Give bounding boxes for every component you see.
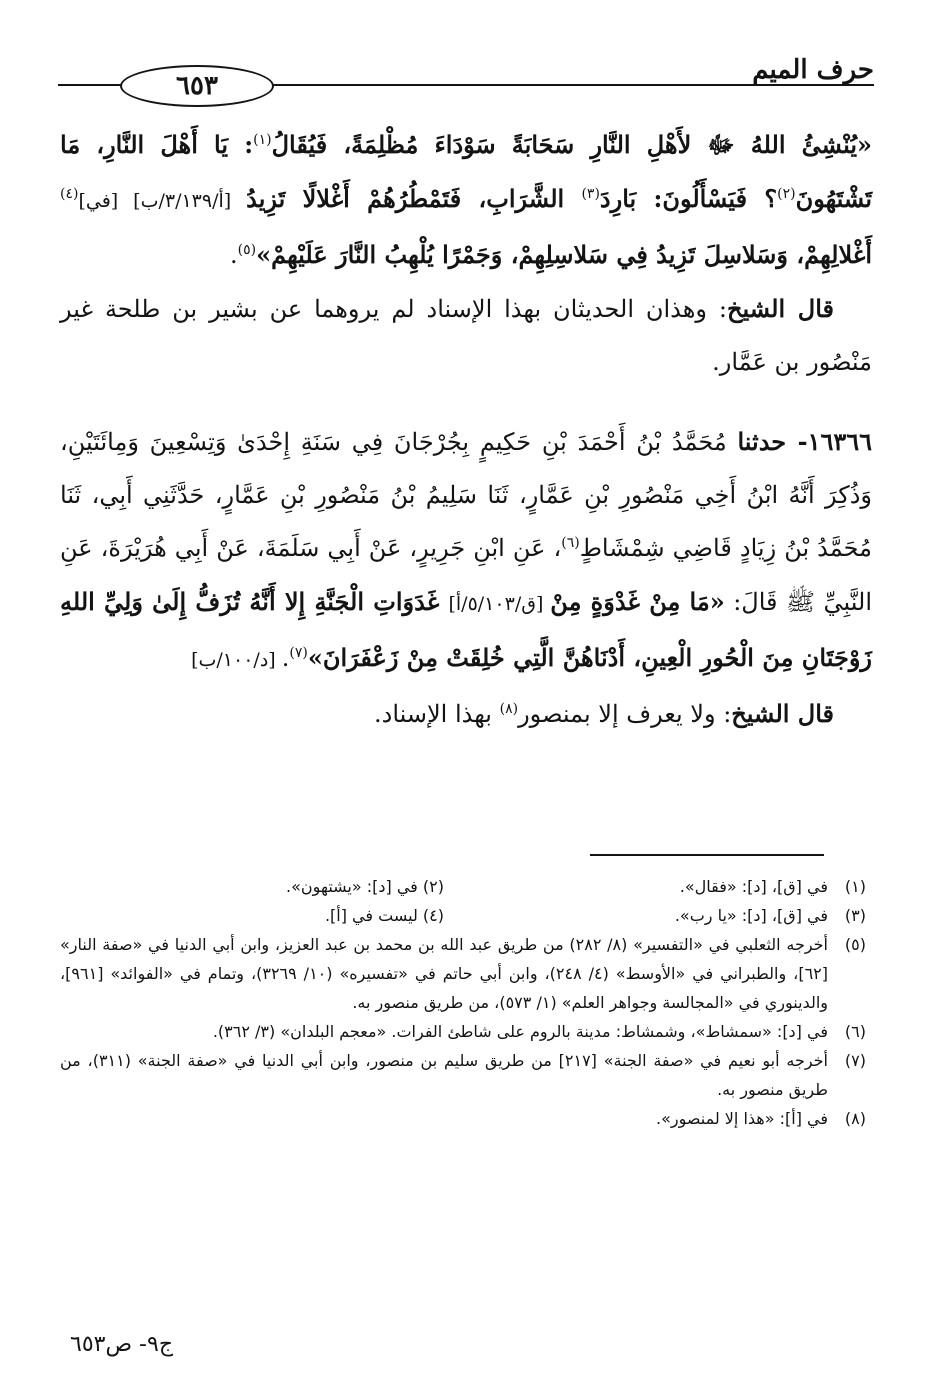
footnote-6 <box>60 1017 866 1046</box>
commentary-text: : ولا يعرف إلا بمنصور <box>518 700 732 728</box>
footnote-3 <box>444 901 866 930</box>
footnote-number: (٥) <box>844 935 866 954</box>
footnote-text: في [أ]: «هذا إلا لمنصور». <box>656 1109 828 1128</box>
footnote-number: (٧) <box>844 1051 866 1070</box>
footnote-ref: (٨) <box>499 701 519 717</box>
hadith-text: أَغْلالِهِمْ، وَسَلاسِلَ تَزِيدُ فِي سَلاسِلِهِمْ، وَجَمْرًا يُلْهِبُ النَّارَ عَلَيْهِمْ» <box>256 240 872 269</box>
footnote-7 <box>60 1046 866 1104</box>
hadith-text: «يُنْشِئُ اللهُ ﷻ لأَهْلِ النَّارِ سَحَابَةً سَوْدَاءَ مُظْلِمَةً، فَيُقَالُ <box>271 130 873 159</box>
hadith-paragraph-1 <box>60 118 872 282</box>
hadith-text: «مَا مِنْ غَدْوَةٍ مِنْ <box>550 587 725 616</box>
footnotes <box>60 872 866 1133</box>
hadith-text: : يَا أَهْلَ النَّارِ، مَا تَشْتَهُونَ <box>60 130 872 213</box>
footnote-row <box>60 872 866 901</box>
commentary-paragraph-2 <box>60 687 872 741</box>
volume-page-marker: ج٩- ص٦٥٣ <box>70 1332 174 1357</box>
punctuation: . <box>281 644 290 672</box>
footnote-ref: (٧) <box>289 645 308 661</box>
footnote-row <box>60 901 866 930</box>
shaykh-label: قال الشيخ <box>727 294 835 323</box>
footnote-ref: (٦) <box>561 535 580 551</box>
footnote-text: في [د]: «يشتهون». <box>286 877 418 896</box>
footnote-text: في [ق]، [د]: «فقال». <box>679 877 828 896</box>
page-header <box>58 55 874 105</box>
isnad-text: مُحَمَّدُ بْنُ أَحْمَدَ بْنِ حَكِيمٍ بِجُرْجَانَ فِي سَنَةِ إِحْدَىٰ وَتِسْعِينَ وَمِائَتَيْنِ، وَذُكِرَ أَنَّهُ ابْنُ أَخِي مَنْصُورِ بْنِ عَمَّارٍ، ثَنَا سَلِيمُ بْنُ مَنْصُورِ بْنِ عَمَّارٍ، حَدَّثَنِي أَبِي، ثَنَا مُحَمَّدُ بْنُ زِيَادٍ قَاضِي شِمْشَاطٍ <box>60 428 873 562</box>
hadith-number: ١٦٣٦٦- حدثنا <box>737 427 873 456</box>
footnote-text: أخرجه الثعلبي في «التفسير» (٨/ ٢٨٢) من طريق عبد الله بن محمد بن عبد العزيز، وابن أبي الدنيا في «صفة النار» [٦٢]، والطبراني في «الأوسط» (٤/ ٢٤٨)، وابن أبي حاتم في «تفسيره» (١٠/ ٣٢٦٩)، وتمام في «الفوائد» [٩٦١]، والدينوري في «المجالسة وجواهر العلم» (١/ ٥٧٣)، من طريق منصور به. <box>60 935 828 1012</box>
footnote-number: (١) <box>844 877 866 896</box>
isnad-text: ، عَنِ ابْنِ جَرِيرٍ، عَنْ أَبِي سَلَمَةَ، عَنْ أَبِي هُرَيْرَةَ، عَنِ النَّبِيِّ ﷺ قَالَ: <box>60 534 872 616</box>
hadith-text: غَدَوَاتِ الْجَنَّةِ إِلا أَنَّهُ تُزَفُّ إِلَىٰ وَلِيِّ اللهِ زَوْجَتَانِ مِنَ الْحُورِ الْعِينِ، أَدْنَاهُنَّ الَّتِي خُلِقَتْ مِنْ زَعْفَرَانَ» <box>60 587 872 672</box>
footnote-text: ليست في [أ]. <box>324 906 418 925</box>
page-number: ٦٥٣ <box>176 71 218 101</box>
chapter-title: حرف الميم <box>752 55 874 85</box>
footnote-text: أخرجه أبو نعيم في «صفة الجنة» [٢١٧] من طريق سليم بن منصور، وابن أبي الدنيا في «صفة الجنة» (٣١١)، من طريق منصور به. <box>60 1051 828 1099</box>
footnote-ref: (١) <box>253 132 272 148</box>
punctuation: . <box>230 241 238 269</box>
footnote-ref: (٥) <box>237 242 257 258</box>
page-number-badge <box>120 65 274 107</box>
footnote-number: (٦) <box>844 1022 866 1041</box>
main-text <box>60 118 872 741</box>
footnote-number: (٤) <box>422 906 444 925</box>
footnote-2 <box>60 872 444 901</box>
footnote-5 <box>60 930 866 1017</box>
footnote-text: في [ق]، [د]: «يا رب». <box>674 906 828 925</box>
footnote-number: (٣) <box>844 906 866 925</box>
footnote-number: (٨) <box>844 1109 866 1128</box>
paragraph-spacer <box>60 389 872 415</box>
manuscript-ref: [ق/٥/١٠٣/أ] <box>448 593 551 615</box>
footnote-1 <box>444 872 866 901</box>
hadith-text: الشَّرَابِ، فَتَمْطُرُهُمْ أَغْلالًا تَزِيدُ <box>246 184 582 213</box>
footnote-separator <box>590 854 824 856</box>
footnote-text: في [د]: «سمشاط»، وشمشاط: مدينة بالروم على شاطئ الفرات. «معجم البلدان» (٣/ ٣٦٢). <box>212 1022 828 1041</box>
commentary-text: : وهذان الحديثان بهذا الإسناد لم يروهما عن بشير بن طلحة غير مَنْصُور بن عَمَّار. <box>60 295 872 376</box>
footnote-ref: (٤) <box>60 186 79 202</box>
manuscript-ref: [أ/٣/١٣٩/ب] <box>133 190 247 212</box>
hadith-paragraph-2 <box>60 415 872 687</box>
footnote-ref: (٣) <box>581 186 600 202</box>
hadith-text: ؟ فَيَسْأَلُونَ: بَارِدَ <box>599 184 778 213</box>
shaykh-label: قال الشيخ <box>731 699 834 728</box>
commentary-text: بهذا الإسناد. <box>374 700 500 728</box>
commentary-paragraph-1 <box>60 282 872 389</box>
footnote-4 <box>60 901 444 930</box>
footnote-8 <box>60 1104 866 1133</box>
footnote-ref: (٢) <box>777 186 796 202</box>
manuscript-ref: [د/١٠٠/ب] <box>191 649 282 671</box>
manuscript-ref: [في] <box>78 190 134 212</box>
footnote-number: (٢) <box>422 877 444 896</box>
